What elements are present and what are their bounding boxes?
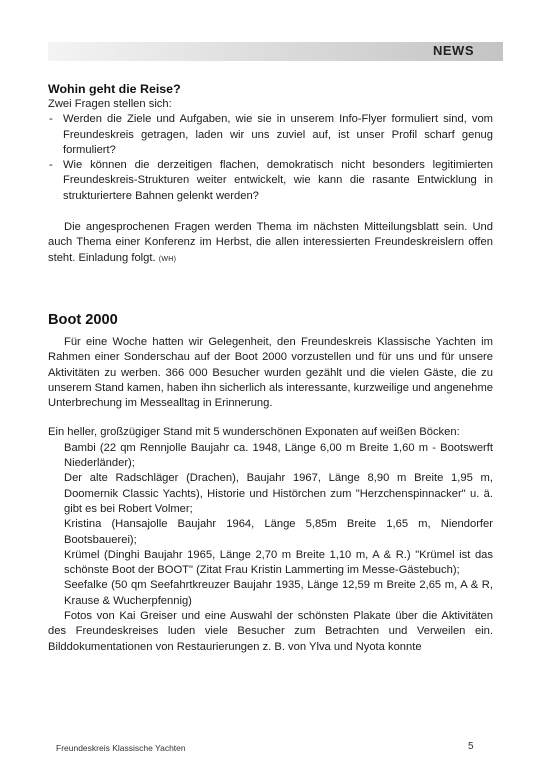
list-item: Krümel (Dinghi Baujahr 1965, Länge 2,70 m Breite 1,10 m, A & R.) "Krümel ist das schönste Boot der BOOT" (Zitat Frau Kristin Lammerting im Messe-Gästebuch); <box>64 548 493 577</box>
list-item: Seefalke (50 qm Seefahrtkreuzer Baujahr 1935, Länge 12,59 m Breite 2,65 m, A & R, Krause & Wucherpfennig) <box>64 579 493 607</box>
question-list <box>48 112 493 204</box>
section2-heading: Boot 2000 <box>48 311 118 328</box>
list-item: Der alte Radschläger (Drachen), Baujahr 1967, Länge 8,90 m Breite 1,95 m, Doomernik Classic Yachts), Historie und Histörchen zum "Herzchenspinnacker" u. ä. gibt es bei Robert Volmer; <box>64 472 493 515</box>
author-signature: (WH) <box>158 255 177 263</box>
section-label: NEWS <box>433 43 474 58</box>
exhibit-list <box>48 441 493 609</box>
section1-intro: Zwei Fragen stellen sich: <box>48 98 172 110</box>
closing-text: Die angesprochenen Fragen werden Thema im nächsten Mitteilungsblatt sein. Und auch Thema einer Konferenz im Herbst, die allen interessierten Freundeskreislern offen steht. Einladung folgt. <box>48 221 493 264</box>
article-content <box>48 82 493 655</box>
section1-heading: Wohin geht die Reise? <box>48 82 181 96</box>
list-item: - Wie können die derzeitigen flachen, demokratisch nicht besonders legitimierten Freundeskreis-Strukturen weiter entwickelt, wie kann die rasante Entwicklung in strukturiertere Bahnen gelenkt werden? <box>48 158 493 204</box>
page-number: 5 <box>468 741 474 752</box>
list-item: - Werden die Ziele und Aufgaben, wie sie in unserem Info-Flyer formuliert sind, vom Freundeskreis getragen, laden wir uns zuviel auf, ist unser Profil scharf genug formuliert? <box>48 112 493 158</box>
section2-paragraph: Fotos von Kai Greiser und eine Auswahl der schönsten Plakate über die Aktivitäten des Freundeskreises luden viele Besucher zum Betrachten und Verweilen ein. Bilddokumentationen von Restaurierungen z. B. von Ylva und Nyota konnte <box>48 610 493 653</box>
list-item: Bambi (22 qm Rennjolle Baujahr ca. 1948, Länge 6,00 m Breite 1,60 m - Bootswerft Niederländer); <box>64 441 493 470</box>
exhibits-intro: Ein heller, großzügiger Stand mit 5 wunderschönen Exponaten auf weißen Böcken: <box>48 426 460 439</box>
section1-closing <box>48 220 493 267</box>
list-item: Kristina (Hansajolle Baujahr 1964, Länge 5,85m Breite 1,65 m, Niendorfer Bootsbauerei); <box>64 518 493 546</box>
section2-paragraph: Für eine Woche hatten wir Gelegenheit, den Freundeskreis Klassische Yachten im Rahmen einer Sonderschau auf der Boot 2000 vorzustellen und für uns und für unsere Aktivitäten zu werben. 366 000 Besucher wurden gezählt und die vielen Gäste, die zu unserem Stand kamen, haben ihn sicherlich als interessante, kurzweilige und angenehme Unterbrechung im Messealltag in Erinnerung. <box>48 335 493 410</box>
footer-publication: Freundeskreis Klassische Yachten <box>56 743 186 753</box>
